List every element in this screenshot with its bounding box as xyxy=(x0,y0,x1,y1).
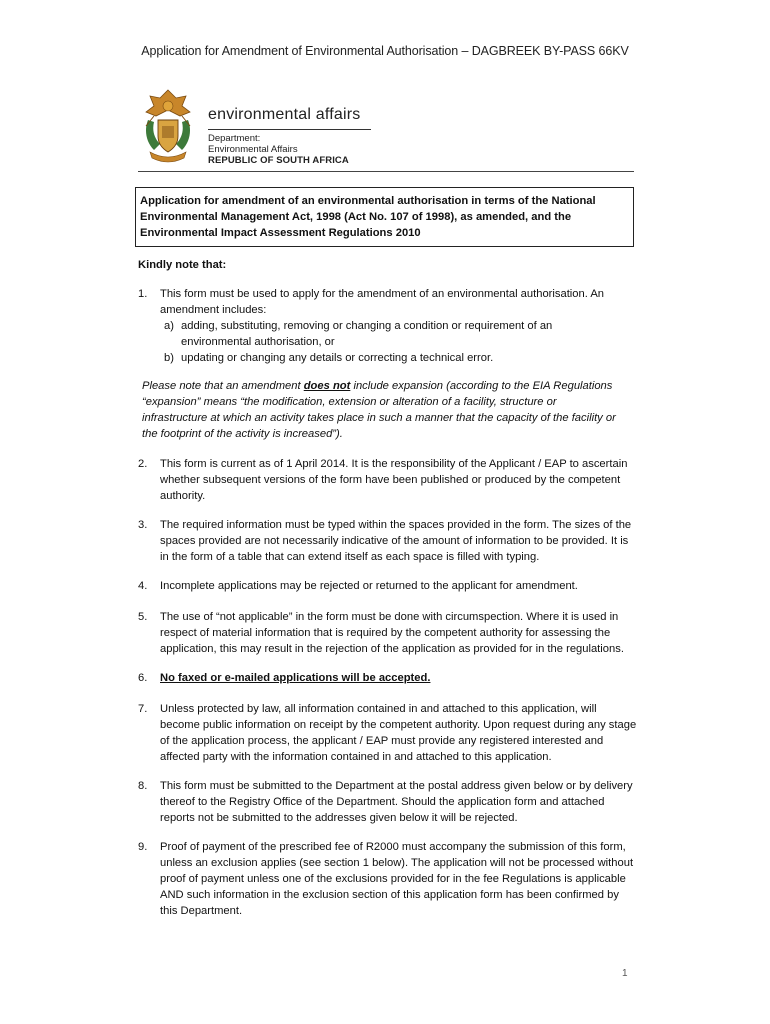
list-item-text: This form must be used to apply for the amendment of an environmental authorisation. An amendment includes: xyxy=(160,288,605,316)
list-item-text: Incomplete applications may be rejected or returned to the applicant for amendment. xyxy=(160,580,578,592)
list-item-text: This form must be submitted to the Department at the postal address given below or by delivery thereof to the Registry Office of the Department. Should the application form and attached reports not be submitted to the addresses given below it will be rejected. xyxy=(160,780,633,824)
brand-divider xyxy=(208,129,371,130)
list-item xyxy=(138,778,638,826)
sub-list-item xyxy=(164,350,614,366)
document-header-title: Application for Amendment of Environmental Authorisation – DAGBREEK BY-PASS 66KV xyxy=(141,44,629,58)
list-item-number: 6. xyxy=(138,672,148,684)
note-text-after: include expansion (according to the EIA Regulations “expansion” means “the modification, extension or alteration of a facility, structure or infrastructure at which an activity takes place in such a manner that the capacity of the facility or the footprint of the activity is increased”). xyxy=(142,380,616,440)
list-item-text: No faxed or e-mailed applications will be accepted. xyxy=(160,672,431,684)
sub-list-text: adding, substituting, removing or changing a condition or requirement of an environmental authorisation, or xyxy=(181,320,553,348)
list-item-text: Proof of payment of the prescribed fee of R2000 must accompany the submission of this form, unless an exclusion applies (see section 1 below). The application will not be processed without proof of payment unless one of the exclusions provided for in the fee Regulations is applicable AND such information in the exclusion section of this application form has been confirmed by this Department. xyxy=(160,841,634,917)
brand-name: environmental affairs xyxy=(208,106,361,123)
page-number: 1 xyxy=(622,968,628,979)
coat-of-arms-icon xyxy=(138,86,198,166)
kindly-note-heading: Kindly note that: xyxy=(138,259,227,271)
header-divider xyxy=(138,171,634,172)
dept-line-3: REPUBLIC OF SOUTH AFRICA xyxy=(208,155,349,166)
sub-list-label: b) xyxy=(164,352,174,364)
list-item-number: 8. xyxy=(138,780,148,792)
list-item xyxy=(138,670,638,686)
list-item-number: 1. xyxy=(138,288,148,300)
list-item-number: 3. xyxy=(138,519,148,531)
list-item xyxy=(138,839,638,919)
list-item-number: 7. xyxy=(138,703,148,715)
form-title-box: Application for amendment of an environmental authorisation in terms of the National Environmental Management Act, 1998 (Act No. 107 of 1998), as amended, and the Environmental Impact Assessment Regulations 2010 xyxy=(135,187,634,247)
dept-line-1: Department: xyxy=(208,133,261,144)
list-item xyxy=(138,609,638,657)
list-item-text: The required information must be typed within the spaces provided in the form. The sizes of the spaces provided are not necessarily indicative of the amount of information to be provided. It is in the form of a table that can extend itself as each space is filled with typing. xyxy=(160,519,632,563)
list-item xyxy=(138,517,638,565)
list-item-number: 9. xyxy=(138,841,148,853)
list-item xyxy=(138,456,638,504)
sub-list-item xyxy=(164,318,614,350)
list-item xyxy=(138,578,638,594)
sub-list-text: updating or changing any details or correcting a technical error. xyxy=(181,352,494,364)
list-item-text: This form is current as of 1 April 2014. It is the responsibility of the Applicant / EAP to ascertain whether subsequent versions of the form have been published or produced by the competent authority. xyxy=(160,458,628,502)
list-item-text: Unless protected by law, all information contained in and attached to this application, will become public information on receipt by the competent authority. Upon request during any stage of the application process, the applicant / EAP must provide any registered interested and affected party with the information contained in and attached to this application. xyxy=(160,703,637,763)
dept-line-2: Environmental Affairs xyxy=(208,144,298,155)
list-item-number: 5. xyxy=(138,611,148,623)
note-text-before: Please note that an amendment xyxy=(142,380,304,392)
amendment-note xyxy=(142,378,622,442)
list-item-number: 2. xyxy=(138,458,148,470)
note-emphasis: does not xyxy=(303,380,351,392)
department-logo xyxy=(138,86,378,168)
list-item xyxy=(138,701,638,765)
list-item-text: The use of “not applicable” in the form must be done with circumspection. Where it is used in respect of material information that is required by the competent authority for assessing the application, this may result in the rejection of the application as provided for in the regulations. xyxy=(160,611,624,655)
list-item xyxy=(138,286,638,318)
sub-list-label: a) xyxy=(164,320,174,332)
list-item-number: 4. xyxy=(138,580,148,592)
